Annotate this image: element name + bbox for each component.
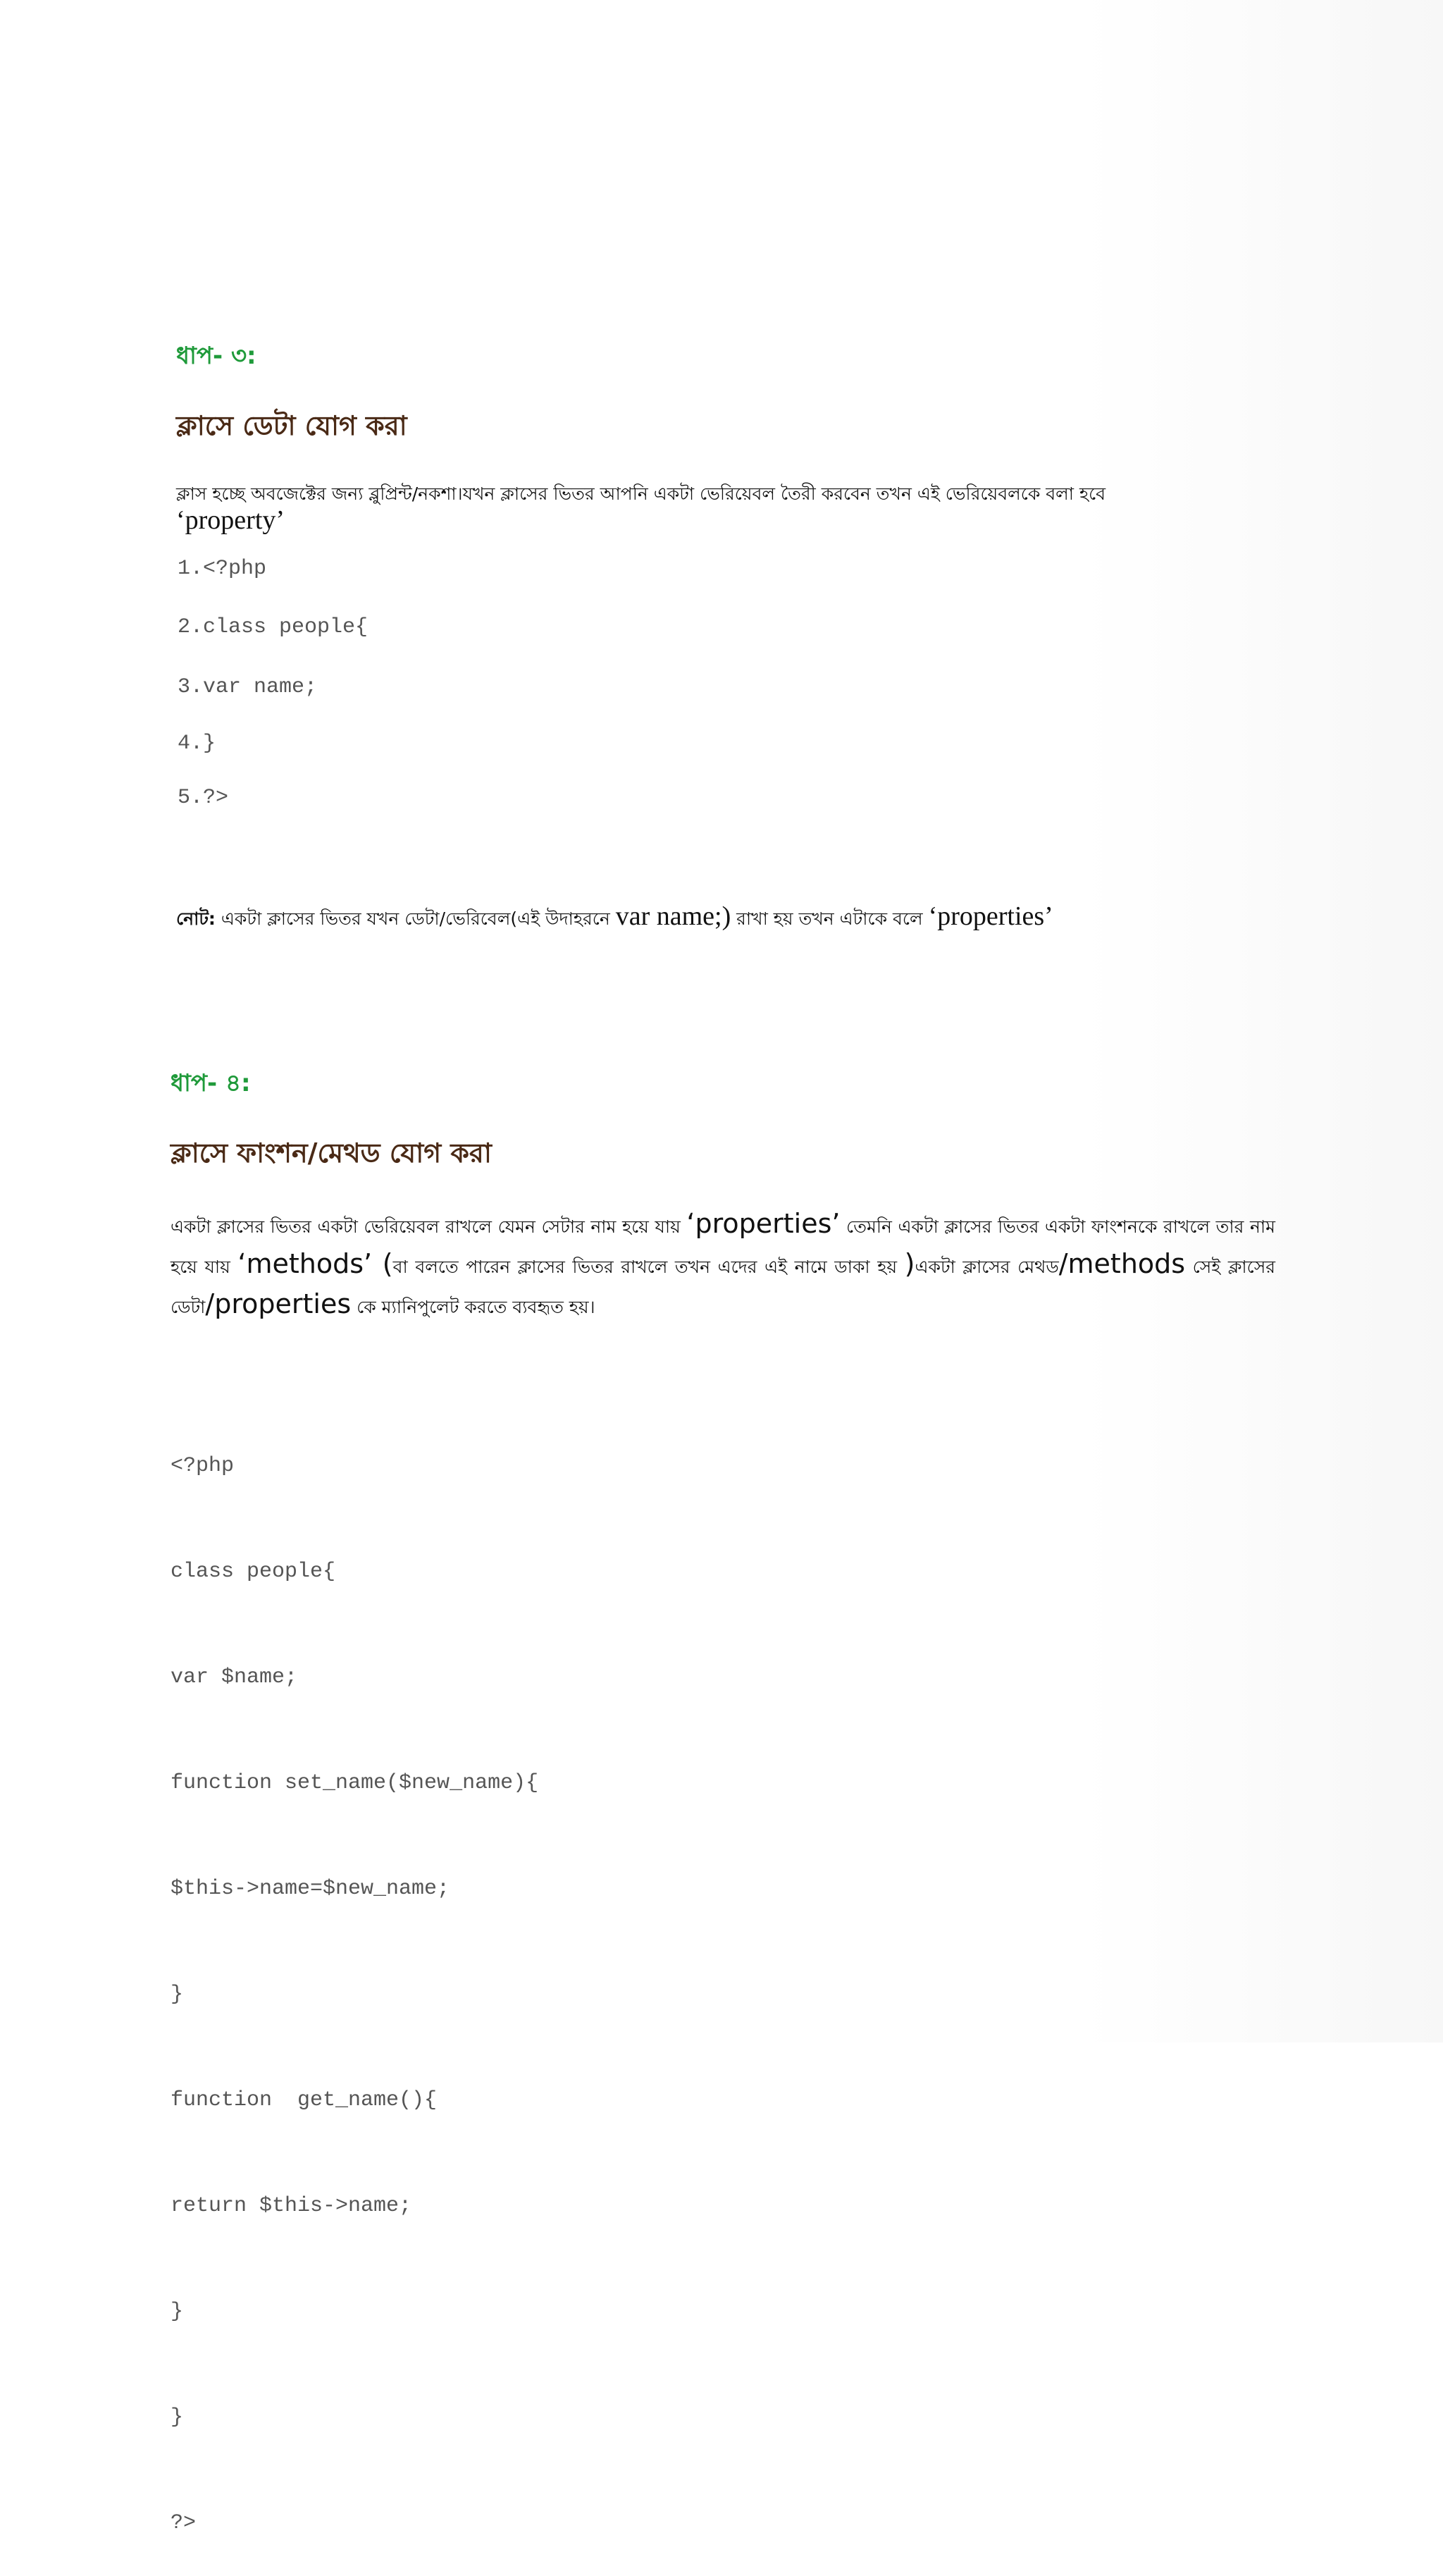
- step-4-intro-part4: একটা ক্লাসের মেথড: [915, 1257, 1059, 1277]
- step-4-intro-part1: একটা ক্লাসের ভিতর একটা ভেরিয়েবল রাখলে যেমন সেটার নাম হয়ে যায়: [171, 1216, 687, 1237]
- code-line: }: [171, 2405, 184, 2429]
- step-3-intro-text: ক্লাস হচ্ছে অবজেক্টের জন্য ব্লুপ্রিন্ট/নকশা।যখন ক্লাসের ভিতর আপনি একটা ভেরিয়েবল তৈরী করবেন তখন এই ভেরিয়েবলকে বলা হবে: [176, 483, 1106, 504]
- step-4-intro-paren: ): [904, 1248, 915, 1279]
- code-line: }: [171, 2300, 184, 2324]
- code-line: return $this->name;: [171, 2194, 412, 2218]
- code-line: var $name;: [171, 1665, 298, 1689]
- step-3-code-line-2: 2.class people{: [178, 615, 369, 639]
- step-4-intro-part5: সেই ক্লাসের ডেটা: [171, 1257, 1275, 1317]
- step-4-intro-term1: ‘properties’: [686, 1208, 841, 1239]
- code-line: $this->name=$new_name;: [171, 1877, 450, 1901]
- step-3-intro-term: ‘property’: [176, 505, 285, 535]
- step-4-intro-paragraph: [171, 1205, 1275, 1326]
- code-line: function get_name(){: [171, 2088, 438, 2112]
- step-4-intro-term4: /properties: [205, 1288, 352, 1319]
- step-4-label: ধাপ- ৪:: [171, 1069, 251, 1097]
- step-4-intro-part3: বা বলতে পারেন ক্লাসের ভিতর রাখলে তখন এদের এই নামে ডাকা হয়: [392, 1257, 905, 1277]
- note-text-after: রাখা হয় তখন এটাকে বলে: [731, 908, 929, 929]
- step-4-intro-part6: কে ম্যানিপুলেট করতে ব্যবহৃত হয়।: [351, 1297, 595, 1317]
- step-3-note: [176, 901, 1053, 933]
- step-3-label: ধাপ- ৩:: [176, 342, 256, 370]
- step-3-code-line-3: 3.var name;: [178, 675, 318, 699]
- code-line: class people{: [171, 1560, 336, 1584]
- note-example: var name;): [615, 901, 731, 931]
- code-line: ?>: [171, 2511, 197, 2535]
- code-line: <?php: [171, 1454, 235, 1478]
- step-4-intro-term3: /methods: [1058, 1248, 1186, 1279]
- code-line: function set_name($new_name){: [171, 1771, 539, 1795]
- step-3-code-line-5: 5.?>: [178, 786, 229, 810]
- step-3-code-line-1: 1.<?php: [178, 557, 267, 581]
- note-term: ‘properties’: [928, 901, 1053, 931]
- step-3-heading: ক্লাসে ডেটা যোগ করা: [176, 410, 407, 441]
- step-4-heading: ক্লাসে ফাংশন/মেথড যোগ করা: [171, 1138, 492, 1169]
- step-4-intro-part2: তেমনি একটা ক্লাসের ভিতর একটা ফাংশনকে রাখলে তার নাম হয়ে যায়: [171, 1216, 1276, 1277]
- note-text-before: একটা ক্লাসের ভিতর যখন ডেটা/ভেরিবেল(এই উদাহরনে: [215, 908, 616, 929]
- step-3-intro-paragraph: [176, 483, 1275, 537]
- note-label: নোট:: [176, 908, 216, 929]
- code-line: }: [171, 1983, 184, 2007]
- step-4-intro-term2: ‘methods’ (: [237, 1248, 393, 1279]
- step-4-code-block: [171, 1378, 538, 2576]
- step-3-code-line-4: 4.}: [178, 732, 216, 756]
